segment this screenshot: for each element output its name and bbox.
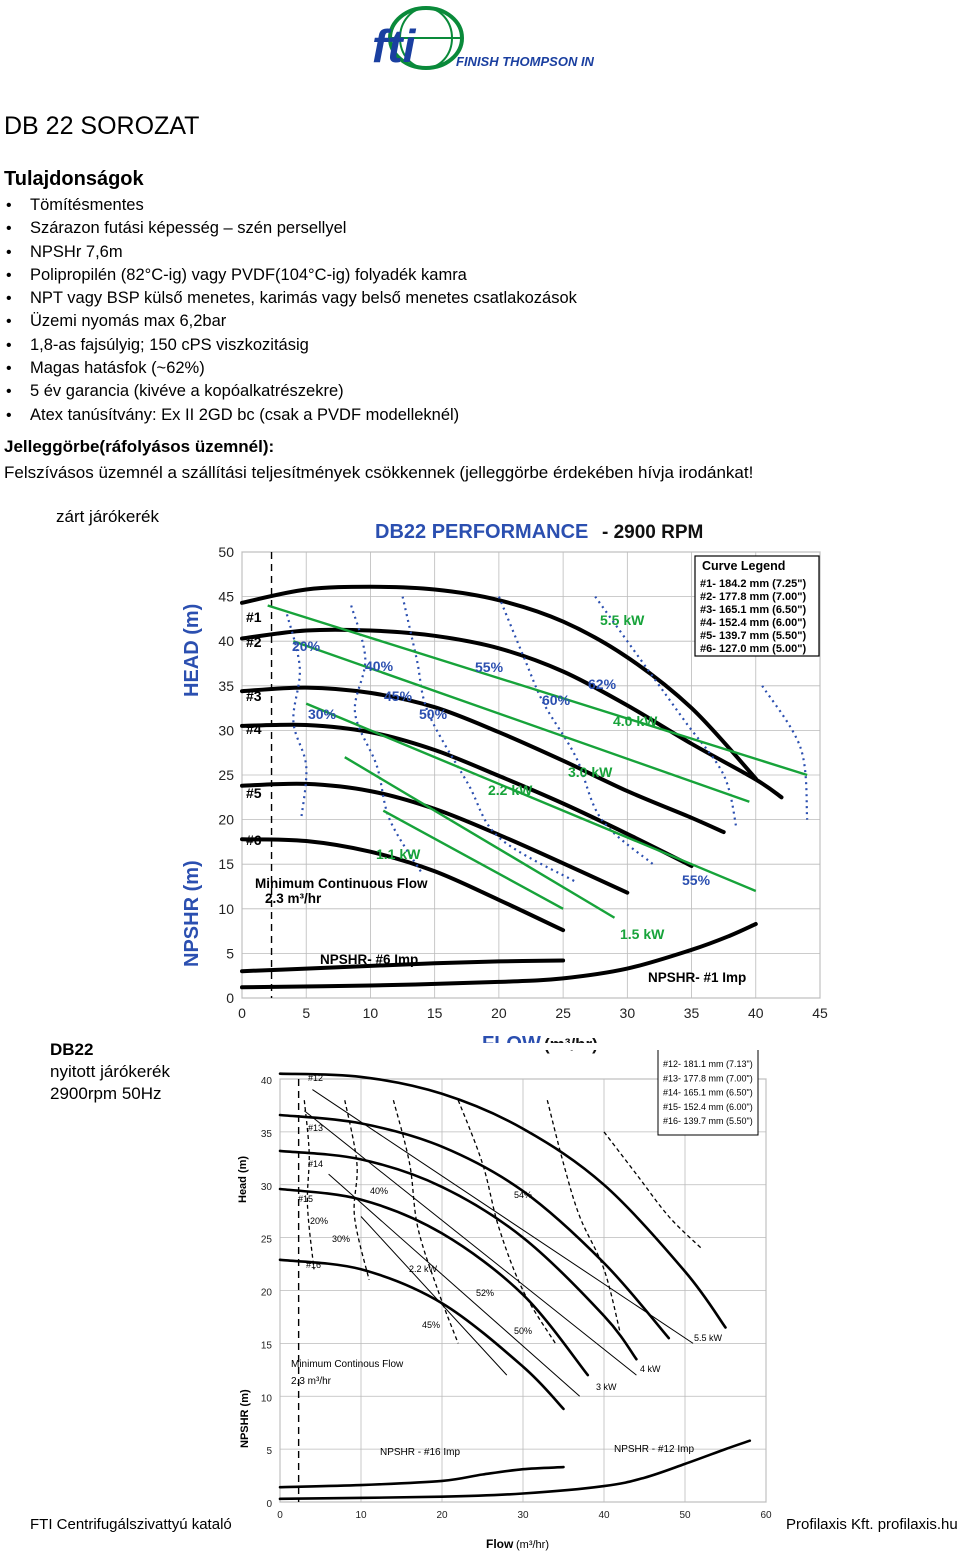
power-label: 3 kW xyxy=(596,1382,617,1392)
x-tick-label: 45 xyxy=(812,1005,828,1021)
closed-impeller-label: zárt járókerék xyxy=(56,507,159,526)
y-tick-label: 45 xyxy=(218,588,234,605)
legend-title: Curve Legend xyxy=(702,559,786,573)
impeller-label: nyitott járókerék xyxy=(50,1062,170,1081)
x-tick-label: 5 xyxy=(302,1005,311,1021)
chart-legend xyxy=(658,1047,758,1135)
property-item: • Szárazon futási képesség – szén persellyel xyxy=(0,217,577,240)
company-logo xyxy=(368,4,594,76)
x-tick-label: 30 xyxy=(619,1005,636,1021)
power-label: 4.0 kW xyxy=(613,713,658,729)
series-curve xyxy=(280,1115,669,1338)
x-tick-label: 25 xyxy=(555,1005,571,1021)
power-line xyxy=(293,641,749,802)
legend-entry: #1- 184.2 mm (7.25") xyxy=(700,578,807,590)
x-tick-label: 0 xyxy=(238,1005,246,1021)
property-item: • 5 év garancia (kivéve a kopóalkatrészekre) xyxy=(0,380,577,403)
efficiency-contour xyxy=(762,686,807,820)
legend-entry: #16- 139.7 mm (5.50") xyxy=(663,1116,753,1127)
power-label: 5.5 kW xyxy=(600,612,645,628)
curve-label: #1 xyxy=(246,609,262,625)
series-curve xyxy=(280,1467,564,1487)
fti-logo-icon xyxy=(368,4,594,76)
efficiency-contour xyxy=(458,1100,555,1343)
legend-entry: #4- 152.4 mm (6.00") xyxy=(700,617,807,629)
power-label: 2.2 kW xyxy=(488,782,533,798)
y-tick-label: 5 xyxy=(226,945,234,962)
y-tick-label: 0 xyxy=(266,1499,272,1510)
performance-chart-closed-impeller xyxy=(170,512,840,1060)
x-tick-label: 50 xyxy=(679,1510,691,1521)
power-label: 4 kW xyxy=(640,1364,661,1374)
power-line xyxy=(345,757,615,918)
legend-entry: #2- 177.8 mm (7.00") xyxy=(700,591,807,603)
property-item: • NPSHr 7,6m xyxy=(0,241,577,264)
chart-title: DB22 PERFORMANCE xyxy=(375,521,589,543)
min-flow-value: 2.3 m³/hr xyxy=(291,1376,332,1387)
curve-label: #3 xyxy=(246,688,262,704)
legend-entry: #3- 165.1 mm (6.50") xyxy=(700,604,807,616)
efficiency-label: 52% xyxy=(476,1288,495,1298)
x-axis-label: Flow xyxy=(486,1537,514,1551)
chart-legend xyxy=(695,556,819,656)
y-tick-label: 30 xyxy=(218,722,234,739)
logo-company-name: FINISH THOMPSON INC. xyxy=(456,54,594,69)
efficiency-label: 20% xyxy=(310,1216,329,1226)
footer-right: Profilaxis Kft. profilaxis.hu xyxy=(786,1516,958,1533)
page-title: DB 22 SOROZAT xyxy=(4,112,200,140)
property-item: • Üzemi nyomás max 6,2bar xyxy=(0,310,577,333)
x-tick-label: 30 xyxy=(517,1510,529,1521)
npshr-12-label: NPSHR - #12 Imp xyxy=(614,1444,695,1455)
curve-label: #12 xyxy=(308,1073,324,1083)
x-tick-label: 0 xyxy=(277,1510,283,1521)
curve-label: #15 xyxy=(298,1194,314,1204)
curve-label: #2 xyxy=(246,634,262,650)
efficiency-contour xyxy=(345,1100,369,1280)
curve-label: #5 xyxy=(246,785,262,801)
efficiency-label: 40% xyxy=(370,1186,389,1196)
curve-section-note: Felszívásos üzemnél a szállítási teljesítmények csökkennek (jelleggörbe érdekében hívja irodánkat! xyxy=(4,463,754,482)
efficiency-label: 55% xyxy=(682,872,711,888)
min-flow-label: Minimum Continous Flow xyxy=(291,1359,404,1370)
y-tick-label: 15 xyxy=(260,1340,272,1352)
efficiency-label: 50% xyxy=(514,1326,533,1336)
legend-entry: #12- 181.1 mm (7.13") xyxy=(663,1059,753,1069)
model-label: DB22 xyxy=(50,1040,94,1059)
legend-entry: #6- 127.0 mm (5.00") xyxy=(700,643,807,655)
efficiency-label: 45% xyxy=(384,688,413,704)
efficiency-label: 40% xyxy=(365,658,394,674)
y-tick-label: 10 xyxy=(218,900,234,917)
legend-entry: #15- 152.4 mm (6.00") xyxy=(663,1101,753,1112)
y-tick-label: 30 xyxy=(260,1181,272,1193)
min-flow-value: 2.3 m³/hr xyxy=(265,891,322,906)
npshr-1-label: NPSHR- #1 Imp xyxy=(648,970,747,985)
curve-label: #4 xyxy=(246,721,262,737)
efficiency-label: 55% xyxy=(475,659,504,675)
y-tick-label: 20 xyxy=(218,811,234,828)
efficiency-label: 54% xyxy=(514,1190,533,1200)
efficiency-label: 30% xyxy=(308,706,337,722)
x-tick-label: 35 xyxy=(683,1005,700,1021)
chart-subtitle: - 2900 RPM xyxy=(602,522,704,543)
curve-label: #14 xyxy=(308,1159,324,1169)
power-label: 1.5 kW xyxy=(620,926,665,942)
properties-list xyxy=(0,194,577,427)
series-curve xyxy=(280,1151,636,1359)
property-item: • Polipropilén (82°C-ig) vagy PVDF(104°C-ig) folyadék kamra xyxy=(0,264,577,287)
y2-axis-label: NPSHR (m) xyxy=(181,860,203,967)
y-axis-label: Head (m) xyxy=(237,1155,249,1203)
x-tick-label: 10 xyxy=(362,1005,379,1021)
curve-label: #13 xyxy=(308,1123,324,1133)
x-tick-label: 10 xyxy=(355,1510,367,1521)
y-tick-label: 40 xyxy=(218,633,234,650)
y-tick-label: 25 xyxy=(260,1234,272,1246)
performance-chart-open-impeller xyxy=(228,1043,788,1554)
property-item: • Tömítésmentes xyxy=(0,194,577,217)
logo-mark: fti xyxy=(372,20,416,72)
y-tick-label: 10 xyxy=(260,1393,272,1405)
y-tick-label: 35 xyxy=(260,1128,272,1140)
power-label: 2.2 kW xyxy=(409,1264,438,1274)
property-item: • NPT vagy BSP külső menetes, karimás vagy belső menetes csatlakozások xyxy=(0,287,577,310)
x-tick-label: 20 xyxy=(491,1005,507,1021)
y-tick-label: 5 xyxy=(266,1446,272,1458)
y-tick-label: 35 xyxy=(218,677,234,694)
curve-section-heading: Jelleggörbe(ráfolyásos üzemnél): xyxy=(4,437,275,456)
x-tick-label: 20 xyxy=(436,1510,448,1521)
x-tick-label: 60 xyxy=(760,1510,772,1521)
efficiency-contour xyxy=(547,1100,620,1333)
efficiency-label: 50% xyxy=(419,706,448,722)
efficiency-label: 20% xyxy=(292,638,321,654)
power-label: 3.0 kW xyxy=(568,764,613,780)
efficiency-label: 62% xyxy=(588,676,617,692)
y-tick-label: 50 xyxy=(218,544,234,560)
min-flow-label: Minimum Continuous Flow xyxy=(255,876,428,891)
curve-label: #16 xyxy=(306,1260,322,1270)
speed-label: 2900rpm 50Hz xyxy=(50,1084,162,1103)
y2-axis-label: NPSHR (m) xyxy=(239,1389,251,1448)
property-item: • 1,8-as fajsúlyig; 150 cPS viszkozitásig xyxy=(0,334,577,357)
efficiency-contour xyxy=(403,597,576,882)
legend-entry: #13- 177.8 mm (7.00") xyxy=(663,1073,753,1084)
y-tick-label: 40 xyxy=(260,1076,272,1087)
legend-cover xyxy=(456,1043,788,1050)
x-tick-label: 40 xyxy=(598,1510,610,1521)
efficiency-label: 45% xyxy=(422,1320,441,1330)
y-axis-label: HEAD (m) xyxy=(181,603,203,697)
x-tick-label: 40 xyxy=(747,1005,764,1021)
y-tick-label: 20 xyxy=(260,1287,272,1299)
npshr-16-label: NPSHR - #16 Imp xyxy=(380,1447,461,1458)
power-label: 1.1 kW xyxy=(376,846,421,862)
curve-label: #6 xyxy=(246,832,262,848)
open-impeller-block xyxy=(50,1039,170,1105)
power-label: 5.5 kW xyxy=(694,1333,723,1343)
footer-left: FTI Centrifugálszivattyú kataló xyxy=(30,1516,232,1533)
x-tick-label: 15 xyxy=(426,1005,443,1021)
efficiency-label: 60% xyxy=(542,692,571,708)
legend-entry: #5- 139.7 mm (5.50") xyxy=(700,630,807,642)
efficiency-label: 30% xyxy=(332,1234,351,1244)
y-tick-label: 25 xyxy=(218,767,234,783)
x-axis-unit: (m³/hr) xyxy=(516,1539,549,1551)
property-item: • Magas hatásfok (~62%) xyxy=(0,357,577,380)
series-curve xyxy=(242,725,692,866)
y-tick-label: 0 xyxy=(226,990,234,1006)
efficiency-contour xyxy=(604,1132,701,1248)
npshr-6-label: NPSHR- #6 Imp xyxy=(320,952,419,967)
property-item: • Atex tanúsítvány: Ex II 2GD bc (csak a PVDF modelleknél) xyxy=(0,404,577,427)
efficiency-contour xyxy=(351,606,422,874)
y-tick-label: 15 xyxy=(218,856,234,873)
legend-entry: #14- 165.1 mm (6.50") xyxy=(663,1087,753,1098)
properties-heading: Tulajdonságok xyxy=(4,168,144,190)
